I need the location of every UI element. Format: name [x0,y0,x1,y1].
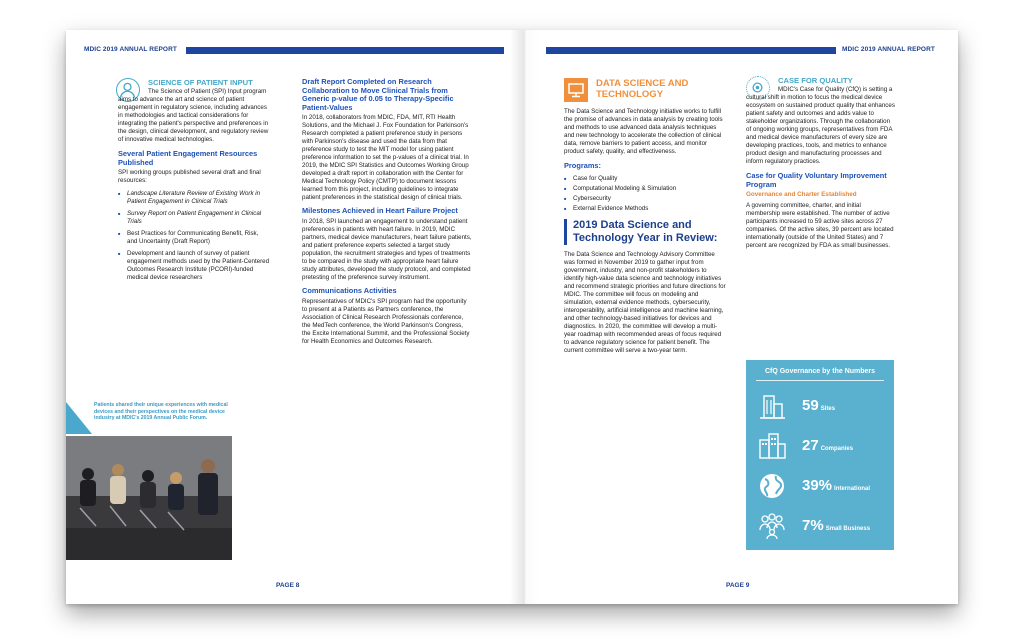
stats-divider [756,380,884,381]
cfq-stats-panel [746,360,894,550]
list-item: ■ Survey Report on Patient Engagement in Clinical Trials [118,210,270,226]
patient-input-intro: The Science of Patient (SPI) Input program aims to advance the art and science of patient engagement in regulatory science, including advances in methodologies and tactical considerations for integrating the patient's perspective and preferences in the design, clinical development, and regulatory review of innovative medical technologies. [118,88,269,143]
list-item: ■ Landscape Literature Review of Existing Work in Patient Engagement in Clinical Trials [118,190,270,206]
column-3 [564,78,726,360]
annual-report-spread [66,30,958,604]
list-item: ■ Case for Quality [564,175,726,183]
list-item: ■ Cybersecurity [564,195,726,203]
subheading-resources: Several Patient Engagement Resources Published [118,149,258,167]
list-item: ■ Development and launch of survey of patient engagement methods used by the Patient-Centered Outcomes Research Institute (PCORI)-funded medical device researchers [118,250,270,282]
stat-label: Small Business [825,526,871,532]
stat-label: Sites [820,406,836,412]
page-gutter [510,30,540,604]
stat-companies [756,430,886,464]
section-title-data-science: DATA SCIENCE AND TECHNOLOGY [596,78,689,100]
section-title-patient-input: SCIENCE OF PATIENT INPUT [148,78,253,87]
subheading-voluntary-program: Case for Quality Voluntary Improvement Program [746,171,887,189]
column-1 [118,78,270,286]
heart-failure-text: In 2018, SPI launched an engagement to understand patient preferences in patients with heart failure. In 2019, MDIC partners, medical device manufacturers, heart failure patients, and patient preference experts selected a target study population, the recruitment strategies and types of treatments to be compared in the study with appropriate heart failure study attributes, developed the study protocol, and completed pretesting of the preference survey instrument. [302,217,472,281]
column-2 [302,78,472,351]
data-science-intro: The Data Science and Technology initiative works to fulfill the promise of advances in data analysis by creating tools and methods to use advanced data analysis techniques and new technology to accelerate the collection of clinical data, remove barriers to patient access, and monitor product safety, quality, and effectiveness. [564,108,723,155]
stat-small-business [756,510,886,544]
caption-triangle [66,402,92,434]
stat-international [756,470,886,504]
stat-number: 27 Companies [802,437,854,454]
header-bar-right [546,47,836,54]
communications-text: Representatives of MDIC's SPI program had the opportunity to present at a Patients as Partners conference, the Association of Clinical Research Professionals conference, the MedTech conference, the World Parkinson's Congress, the Excite International Summit, and the Professional Society for Health Economics and Outcomes Research. [302,297,470,345]
list-item: ■ External Evidence Methods [564,205,726,213]
building-icon [756,390,788,422]
buildings-icon [756,430,788,462]
year-in-review-title: 2019 Data Science and Technology Year in Review: [564,219,726,245]
subheading-governance: Governance and Charter Established [746,191,857,199]
photo-caption: Patients shared their unique experiences with medical devices and their perspectives on the medical device industry at MDIC's 2019 Annual Public Forum. [94,402,228,421]
resources-text: SPI working groups published several draft and final resources: [118,169,261,185]
header-bar-left [186,47,504,54]
case-for-quality-intro: MDIC's Case for Quality (CfQ) is setting a cultural shift in motion to focus the medical device ecosystem on sustained product quality that enhances patient safety and outcomes and adds value to stakeholder organizations. Through the collaboration of ongoing working groups, representatives from FDA and medical device manufacturers of every size are developing practices, tools, and metrics to enhance product design and manufacturing processes and inform regulatory practices. [746,86,895,165]
stat-label: International [834,486,871,492]
people-icon [756,510,788,542]
year-in-review-text: The Data Science and Technology Advisory Committee was formed in November 2019 to gather input from government, industry, and non-profit stakeholders to identify high-value data science and technology initiatives and recommend strategic priorities and future directions for MDIC. The committee will focus on modeling and simulation, external evidence methods, cybersecurity, interoperability, artificial intelligence and machine learning, and other technology-based initiatives for devices and diagnostics. In 2020, the committee will develop a multi-year roadmap with recommended areas of focus required to advance regulatory science for patient benefit. The current committee will serve a two-year term. [564,250,726,354]
stat-number: 7% Small Business [802,517,871,534]
stat-number: 59 Sites [802,397,836,414]
stat-sites [756,390,886,424]
forum-panel-photo [66,436,232,560]
list-item: ■ Best Practices for Communicating Benefit, Risk, and Uncertainty (Draft Report) [118,230,270,246]
page-number-8: PAGE 8 [276,582,300,589]
resources-list [118,190,270,282]
column-4 [746,76,896,255]
draft-report-text: In 2018, collaborators from MDIC, FDA, MIT, RTI Health Solutions, and the Michael J. Fox Foundation for Parkinson's Research completed a patient preference study in persons with Parkinson's disease and used the data from that preference study to test the MIT model for using patient preference information to set the p-values of a clinical trial. In 2019, the MDIC SPI Statistics and Outcomes Working Group developed a draft report in collaboration with the Center for Medical Technology Policy (CMTP) to document lessons learned from this project, including guidelines to integrate patient preferences in the statistical design of clinical trials. [302,114,469,202]
subheading-communications: Communications Activities [302,285,397,295]
page-number-9: PAGE 9 [726,582,750,589]
subheading-heart-failure: Milestones Achieved in Heart Failure Project [302,206,458,216]
stat-label: Companies [820,446,854,452]
stats-title: CfQ Governance by the Numbers [764,368,876,375]
section-title-case-for-quality: CASE FOR QUALITY [778,76,853,85]
governance-text: A governing committee, charter, and initial membership were established. The number of active participants increased to 59 active sites across 27 companies. Of the active sites, 39 percent are located internationally (outside of the United States) and 7 percent are recognized by FDA as small businesses. [746,202,894,250]
header-label-left: MDIC 2019 ANNUAL REPORT [84,46,177,53]
list-item: ■ Computational Modeling & Simulation [564,185,726,193]
globe-icon [756,470,788,502]
subheading-draft-report: Draft Report Completed on Research Collaboration to Move Clinical Trials from Generic p-value of 0.05 to Therapy-Specific Patient-Values [302,77,454,112]
programs-list [564,175,726,213]
header-label-right: MDIC 2019 ANNUAL REPORT [842,46,935,53]
subheading-programs: Programs: [564,161,601,170]
stat-number: 39% International [802,477,871,494]
